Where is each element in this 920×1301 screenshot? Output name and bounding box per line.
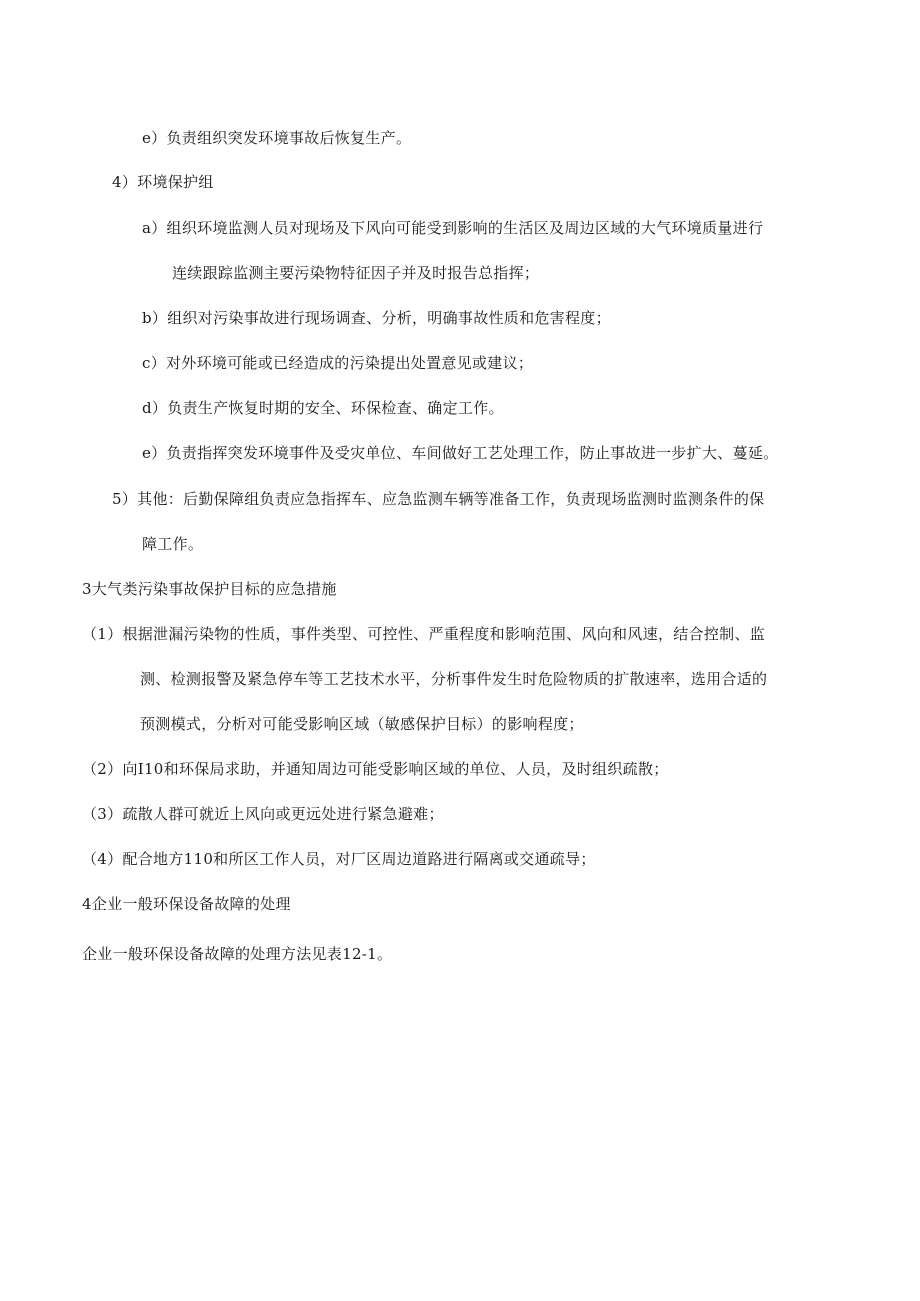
text-line-b-investigation: b）组织对污染事故进行现场调查、分析，明确事故性质和危害程度； — [142, 309, 611, 327]
text-line-1-measures-cont2: 预测模式，分析对可能受影响区域（敏感保护目标）的影响程度； — [140, 715, 584, 733]
text-line-3-evacuate: （3）疏散人群可就近上风向或更远处进行紧急避难； — [82, 805, 444, 823]
text-line-2-help: （2）向I10和环保局求助，并通知周边可能受影响区域的单位、人员，及时组织疏散； — [82, 760, 669, 778]
heading-section-3: 3大气类污染事故保护目标的应急措施 — [82, 580, 337, 598]
text-line-1-measures-cont1: 测、检测报警及紧急停车等工艺技术水平，分析事件发生时危险物质的扩散速率，选用合适的 — [140, 670, 768, 688]
heading-section-4: 4企业一般环保设备故障的处理 — [82, 895, 291, 913]
text-line-e-process-handling: e）负责指挥突发环境事件及受灾单位、车间做好工艺处理工作，防止事故进一步扩大、蔓延。 — [142, 444, 779, 462]
text-line-e-restore-production: e）负责组织突发环境事故后恢复生产。 — [142, 129, 412, 147]
text-line-c-disposal: c）对外环境可能或已经造成的污染提出处置意见或建议； — [142, 354, 534, 372]
heading-environment-protection-group: 4）环境保护组 — [112, 173, 214, 191]
text-line-a-monitoring: a）组织环境监测人员对现场及下风向可能受到影响的生活区及周边区域的大气环境质量进行 — [142, 219, 764, 237]
text-line-4-traffic: （4）配合地方110和所区工作人员，对厂区周边道路进行隔离或交通疏导； — [82, 850, 596, 868]
text-line-table-reference: 企业一般环保设备故障的处理方法见表12-1。 — [82, 945, 393, 963]
text-line-5-other: 5）其他：后勤保障组负责应急指挥车、应急监测车辆等准备工作，负责现场监测时监测条件的保 — [112, 490, 765, 508]
text-line-d-safety-check: d）负责生产恢复时期的安全、环保检查、确定工作。 — [142, 399, 504, 417]
text-line-a-monitoring-cont: 连续跟踪监测主要污染物特征因子并及时报告总指挥； — [172, 264, 540, 282]
text-line-5-other-cont: 障工作。 — [142, 535, 204, 553]
text-line-1-measures: （1）根据泄漏污染物的性质，事件类型、可控性、严重程度和影响范围、风向和风速，结合控制、监 — [82, 625, 766, 643]
